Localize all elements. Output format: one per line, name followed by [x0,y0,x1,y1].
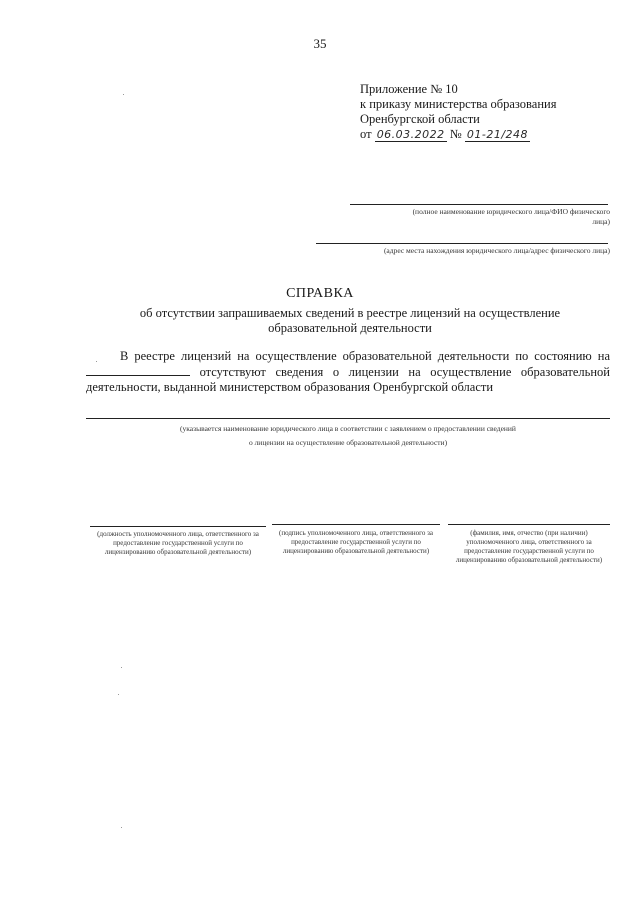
appendix-order-reference: к приказу министерства образования [360,97,557,111]
scan-speck [118,694,119,695]
document-subtitle [90,306,610,336]
applicant-address-line [316,243,608,244]
scan-speck [96,361,97,362]
signature-line [272,524,440,525]
scan-speck [123,94,124,95]
certificate-body [86,349,610,396]
appendix-block [360,82,620,142]
handwritten-date: 06.03.2022 [376,128,445,141]
appendix-region: Оренбургской области [360,112,480,126]
full-name-caption: (фамилия, имя, отчество (при наличии) уполномоченного лица, ответственного за предоставление государственной услуги по лицензированию образовательной деятельности) [455,529,603,564]
applicant-name-line [350,204,608,205]
applicant-address-caption: (адрес места нахождения юридического лица/адрес физического лица) [383,246,610,255]
date-blank-field [86,365,190,376]
detail-caption-line2: о лицензии на осуществление образовательной деятельности) [248,438,448,447]
position-caption: (должность уполномоченного лица, ответственного за предоставление государственной услуги по лицензированию образовательной деятельности) [97,530,259,556]
page-number: 35 [313,36,327,51]
full-name-line [448,524,610,525]
number-prefix: № [449,127,462,141]
appendix-date-number [360,127,620,142]
document-title: СПРАВКА [286,286,354,301]
appendix-title: Приложение № 10 [360,82,458,96]
applicant-name-caption-line2: лица) [592,217,610,226]
applicant-detail-line [86,418,610,419]
date-prefix: от [360,127,372,141]
detail-caption-line1: (указывается наименование юридического лица в соответствии с заявлением о предоставлении сведений [180,424,516,433]
body-text-part2: отсутствуют сведения о лицензии на осуществление образовательной деятельности, выданной министерством образования Оренбургской области [86,364,610,394]
applicant-name-caption-line1: (полное наименование юридического лица/ФИО физического [412,207,610,216]
subtitle-line2: образовательной деятельности [268,321,432,335]
subtitle-line1: об отсутствии запрашиваемых сведений в реестре лицензий на осуществление [139,306,561,320]
handwritten-order-number: 01-21/248 [466,128,529,141]
position-line [90,526,266,527]
applicant-name-caption [344,207,610,227]
scan-speck [121,827,122,828]
applicant-detail-caption [86,422,610,450]
body-text-part1: В реестре лицензий на осуществление образовательной деятельности по состоянию на [120,349,610,363]
signature-caption: (подпись уполномоченного лица, ответственного за предоставление государственной услуги по лицензированию образовательной деятельности) [279,529,433,555]
scan-speck [121,667,122,668]
